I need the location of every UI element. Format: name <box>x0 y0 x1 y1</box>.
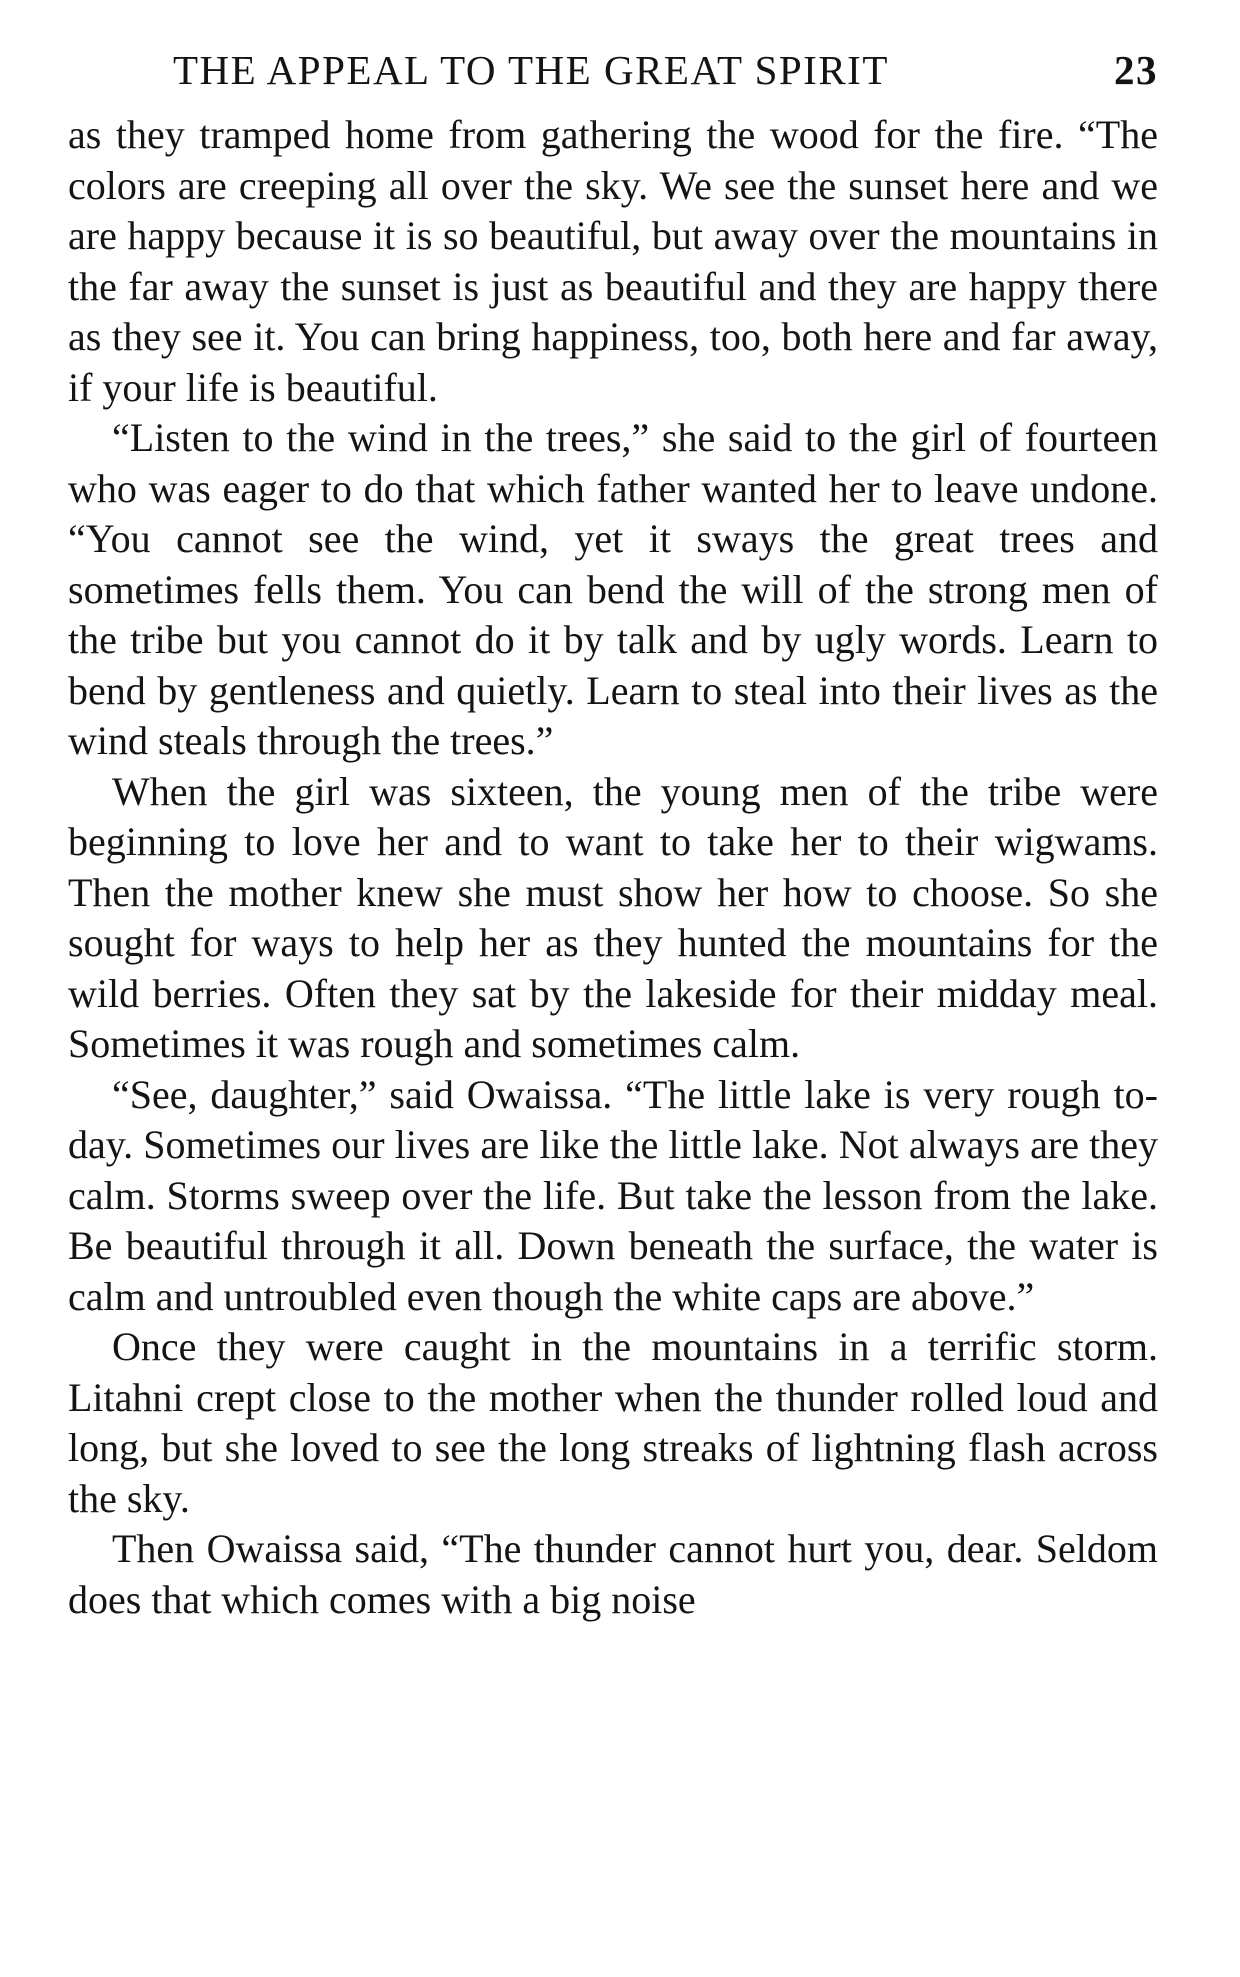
paragraph-storm: Once they were caught in the mountains in a terrific storm. Litahni crept close to the mother when the thunder rolled loud and long, but she loved to see the long streaks of lightning flash across the sky. <box>68 1324 1158 1521</box>
running-header <box>173 40 1158 100</box>
running-title: THE APPEAL TO THE GREAT SPIRIT <box>173 47 889 93</box>
body-text <box>68 110 1158 1625</box>
paragraph-lake: “See, daughter,” said Owaissa. “The little lake is very rough to-day. Sometimes our lives are like the little lake. Not always are they calm. Storms sweep over the life. But take the lesson from the lake. Be beautiful through it all. Down beneath the surface, the water is calm and untroubled even though the white caps are above.” <box>68 1071 1158 1319</box>
paragraph-sixteen: When the girl was sixteen, the young men of the tribe were beginning to love her and to want to take her to their wigwams. Then the mother knew she must show her how to choose. So she sought for ways to help her as they hunted the mountains for the wild berries. Often they sat by the lakeside for their midday meal. Sometimes it was rough and sometimes calm. <box>68 768 1158 1066</box>
paragraph-wind: “Listen to the wind in the trees,” she said to the girl of fourteen who was eager to do that which father wanted her to leave undone. “You cannot see the wind, yet it sways the great trees and sometimes fells them. You can bend the will of the strong men of the tribe but you cannot do it by talk and by ugly words. Learn to bend by gentleness and quietly. Learn to steal into their lives as the wind steals through the trees.” <box>68 415 1158 763</box>
paragraph-thunder: Then Owaissa said, “The thunder cannot hurt you, dear. Seldom does that which comes with a big noise <box>68 1526 1158 1622</box>
page-number: 23 <box>1114 47 1158 93</box>
paragraph-continued: as they tramped home from gathering the wood for the fire. “The colors are creeping all over the sky. We see the sunset here and we are happy because it is so beautiful, but away over the mountains in the far away the sunset is just as beautiful and they are happy there as they see it. You can bring happiness, too, both here and far away, if your life is beautiful. <box>68 112 1158 410</box>
